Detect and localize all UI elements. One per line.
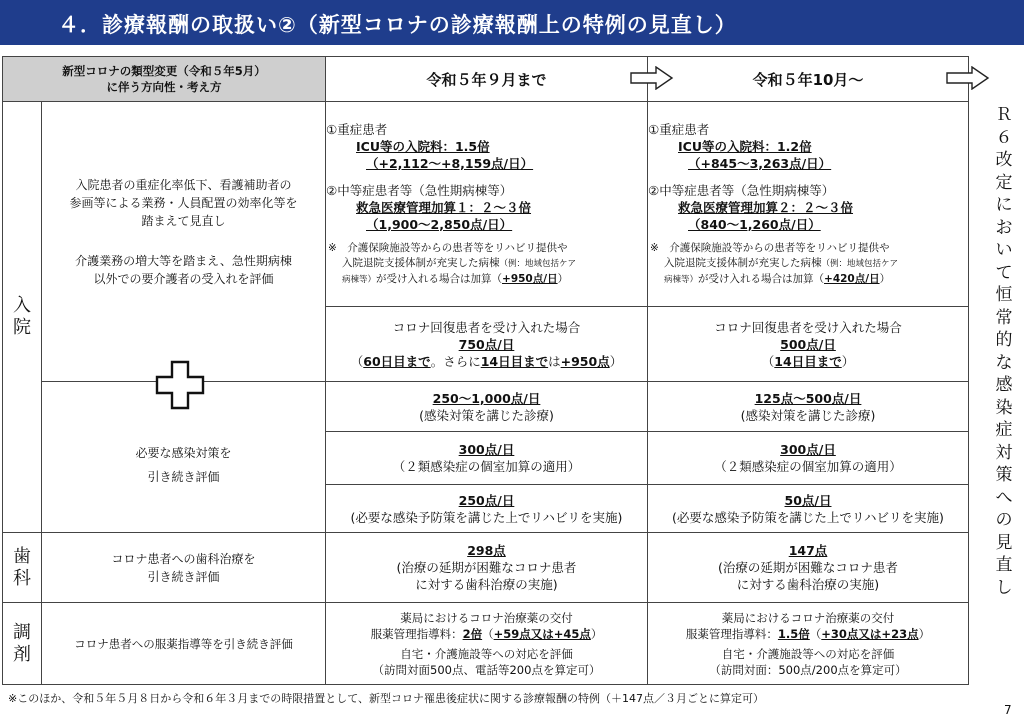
paren: ）	[590, 626, 603, 641]
sep-pharmacy-fee	[326, 626, 647, 642]
recovery-points-add: +950点	[560, 353, 610, 369]
side-note: Ｒ６改定において恒常的な感染症対策への見直し	[995, 105, 1013, 598]
sep-room-cell	[326, 432, 648, 485]
sep-recovery-points: 750点/日	[458, 336, 515, 352]
page-title: ４．診療報酬の取扱い②（新型コロナの診療報酬上の特例の見直し）	[58, 13, 737, 37]
oct-severity-cell	[648, 102, 969, 307]
plus-icon	[155, 360, 205, 410]
fee-multiplier: 2倍	[462, 626, 483, 641]
fee-points: +59点又は+45点	[493, 626, 591, 641]
oct-moderate-head: ②中等症患者等（急性期病棟等）	[648, 182, 835, 198]
paren: （	[761, 353, 775, 369]
fee-points: +30点又は+23点	[821, 626, 919, 641]
sep-severe-points: （+2,112～+8,159点/日）	[366, 155, 534, 171]
sep-dental-points: 298点	[467, 543, 506, 558]
header-until-september: 令和５年９月まで	[326, 57, 648, 102]
sep-moderate-points: （1,900～2,850点/日）	[366, 216, 513, 232]
page-number: 7	[1004, 703, 1012, 717]
oct-recovery-head: コロナ回復患者を受け入れた場合	[714, 319, 902, 335]
paren: ）	[841, 353, 855, 369]
desc-care	[42, 252, 325, 288]
sep-infection-points: 250～1,000点/日	[432, 390, 541, 406]
note-text: 入院退院支援体制が充実した病棟	[342, 256, 500, 269]
oct-moderate-points: （840～1,260点/日）	[688, 216, 821, 232]
dental-row	[3, 533, 969, 603]
sep-moderate-head: ②中等症患者等（急性期病棟等）	[326, 182, 513, 198]
recovery-term: 60日目まで	[363, 353, 431, 369]
header-direction-line2: に伴う方向性・考え方	[106, 80, 222, 94]
oct-pharmacy-line: 自宅・介護施設等への対応を評価	[721, 646, 895, 661]
oct-dental-cell	[648, 533, 969, 603]
note-text: が受け入れる場合は加算（	[376, 272, 503, 285]
oct-infection-desc: (感染対策を講じた診療)	[740, 407, 876, 423]
oct-severe-points: （+845～3,263点/日）	[688, 155, 832, 171]
oct-moderate-fee: 救急医療管理加算２：２～３倍	[678, 199, 854, 215]
desc-line: 参画等による業務・人員配置の効率化等を	[69, 195, 298, 210]
oct-pharmacy-cell	[648, 603, 969, 685]
oct-dental-desc: に対する歯科治療の実施)	[736, 577, 880, 592]
note-text: ）	[557, 272, 569, 285]
oct-severe-head: ①重症患者	[648, 121, 710, 137]
note-text-small: （例：地域包括ケア	[499, 258, 577, 269]
sep-note-points: +950点/日	[502, 272, 558, 285]
pharmacy-desc: コロナ患者への服薬指導等を引き続き評価	[42, 603, 326, 685]
oct-severe-fee: ICU等の入院料：1.2倍	[678, 138, 812, 154]
header-row	[3, 57, 969, 102]
inpatient-desc	[42, 102, 326, 382]
desc-line: コロナ患者への歯科治療を	[111, 551, 256, 566]
sep-room-points: 300点/日	[458, 442, 515, 457]
dental-desc	[42, 533, 326, 603]
sep-rehab-desc: (必要な感染予防策を講じた上でリハビリを実施)	[350, 509, 623, 525]
sep-dental-desc: (治療の延期が困難なコロナ患者	[396, 560, 577, 575]
recovery-text: 。さらに	[430, 353, 481, 369]
oct-dental-desc: (治療の延期が困難なコロナ患者	[718, 560, 898, 575]
desc-line: 引き続き評価	[147, 569, 220, 584]
desc-line: 踏まえて見直し	[141, 213, 226, 228]
paren: （	[350, 353, 364, 369]
oct-recovery-detail	[648, 353, 968, 370]
desc-efficiency	[42, 176, 325, 230]
sep-note	[326, 241, 647, 288]
arrow-right-icon	[946, 66, 990, 90]
arrow-right-icon	[630, 66, 674, 90]
note-text: 入院退院支援体制が充実した病棟	[664, 256, 822, 269]
note-text: ※ 介護保険施設等からの患者等をリハビリ提供や	[650, 241, 890, 254]
comparison-table	[2, 56, 969, 685]
oct-room-desc: （２類感染症の個室加算の適用）	[714, 459, 902, 474]
title-bar	[0, 0, 1024, 45]
header-direction-line1: 新型コロナの類型変更（令和５年5月）	[62, 64, 266, 78]
desc-line: 以外での要介護者の受入れを評価	[93, 271, 274, 286]
sep-severe-head: ①重症患者	[326, 121, 388, 137]
fee-label: 服薬管理指導料：	[685, 626, 778, 641]
recovery-term: 14日目まで	[480, 353, 549, 369]
sep-infection-desc: (感染対策を講じた診療)	[419, 407, 554, 423]
oct-note	[648, 241, 968, 288]
note-text-small: 病棟等）	[342, 274, 377, 285]
pharmacy-row	[3, 603, 969, 685]
paren: ）	[609, 353, 623, 369]
sep-recovery-detail	[326, 353, 647, 370]
desc-line: 介護業務の増大等を踏まえ、急性期病棟	[75, 253, 292, 268]
paren: （	[809, 626, 822, 641]
sep-pharmacy-line: 薬局におけるコロナ治療薬の交付	[400, 610, 573, 625]
recovery-term: 14日目まで	[774, 353, 842, 369]
paren: （	[482, 626, 494, 641]
sep-infection-cell	[326, 382, 648, 432]
section-inpatient: 入院	[3, 102, 42, 533]
inpatient-row-infection	[3, 382, 969, 432]
note-text-small: （例：地域包括ケア	[821, 258, 899, 269]
desc-line: 入院患者の重症化率低下、看護補助者の	[75, 177, 292, 192]
oct-rehab-points: 50点/日	[784, 492, 832, 508]
oct-dental-points: 147点	[788, 543, 828, 558]
sep-rehab-points: 250点/日	[458, 492, 515, 508]
sep-moderate-fee: 救急医療管理加算１：２～３倍	[356, 199, 532, 215]
sep-rehab-cell	[326, 485, 648, 533]
note-text: が受け入れる場合は加算（	[698, 272, 825, 285]
oct-rehab-cell	[648, 485, 969, 533]
oct-note-points: +420点/日	[824, 272, 880, 285]
oct-pharmacy-line: （訪問対面：500点/200点を算定可）	[709, 662, 907, 677]
oct-rehab-desc: (必要な感染予防策を講じた上でリハビリを実施)	[672, 509, 944, 525]
note-text: ）	[879, 272, 891, 285]
sep-severity-cell	[326, 102, 648, 307]
paren: ）	[918, 626, 931, 641]
sep-recovery-head: コロナ回復患者を受け入れた場合	[392, 319, 581, 335]
header-direction	[3, 57, 326, 102]
header-from-october: 令和５年10月～	[648, 57, 969, 102]
sep-pharmacy-line: （訪問対面500点、電話等200点を算定可）	[372, 662, 601, 677]
note-text-small: 病棟等）	[664, 274, 699, 285]
section-dental: 歯科	[3, 533, 42, 603]
oct-infection-cell	[648, 382, 969, 432]
sep-recovery-cell	[326, 307, 648, 382]
sep-pharmacy-cell	[326, 603, 648, 685]
section-pharmacy: 調剤	[3, 603, 42, 685]
oct-infection-points: 125点～500点/日	[754, 390, 862, 406]
inpatient-row-severity	[3, 102, 969, 307]
desc-line: 引き続き評価	[147, 470, 220, 484]
oct-recovery-points: 500点/日	[780, 336, 836, 352]
sep-dental-desc: に対する歯科治療の実施)	[415, 577, 558, 592]
fee-multiplier: 1.5倍	[777, 626, 810, 641]
sep-pharmacy-line: 自宅・介護施設等への対応を評価	[400, 646, 573, 661]
note-text: ※ 介護保険施設等からの患者等をリハビリ提供や	[328, 241, 568, 254]
fee-label: 服薬管理指導料：	[370, 626, 463, 641]
sep-room-desc: （２類感染症の個室加算の適用）	[392, 459, 581, 474]
oct-pharmacy-fee	[648, 626, 968, 642]
oct-recovery-cell	[648, 307, 969, 382]
oct-pharmacy-line: 薬局におけるコロナ治療薬の交付	[721, 610, 895, 625]
oct-room-cell	[648, 432, 969, 485]
sep-severe-fee: ICU等の入院料：1.5倍	[356, 138, 490, 154]
recovery-text: は	[548, 353, 561, 369]
desc-line: 必要な感染対策を	[135, 446, 232, 460]
footnote: ※このほか、令和５年５月８日から令和６年３月までの時限措置として、新型コロナ罹患後症状に関する診療報酬の特例（＋147点／３月ごとに算定可）	[8, 692, 764, 705]
sep-dental-cell	[326, 533, 648, 603]
oct-room-points: 300点/日	[780, 442, 836, 457]
